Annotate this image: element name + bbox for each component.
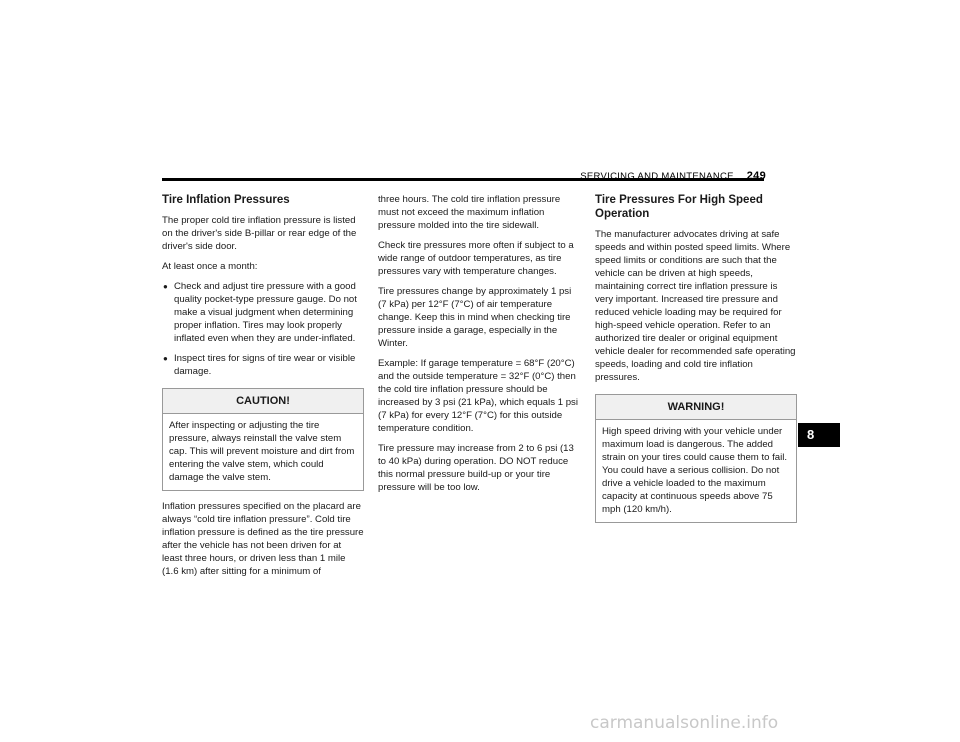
paragraph: At least once a month: [162,261,258,272]
paragraph: Inflation pressures specified on the placard are always “cold tire inflation pressure”. Cold tire inflation pressure is defined as the tire pressure after the vehicle has not been driven for at least three hours, or driven less than 1 mile (1.6 km) after sitting for a minimum of [162,501,364,577]
caution-box [162,388,364,491]
watermark: carmanualsonline.info [590,713,779,733]
paragraph: Tire pressure may increase from 2 to 6 psi (13 to 40 kPa) during operation. DO NOT reduce this normal pressure build-up or your tire pressure will be too low. [378,443,574,493]
paragraph: three hours. The cold tire inflation pressure must not exceed the maximum inflation pressure molded into the tire sidewall. [378,194,561,231]
bullet-list [162,280,364,378]
heading-high-speed: Tire Pressures For High Speed Operation [595,194,763,220]
warning-body: High speed driving with your vehicle under maximum load is dangerous. The added strain on your tires could cause them to fail. You could have a serious collision. Do not drive a vehicle loaded to the maximum capacity at continuous speeds above 75 mph (120 km/h). [602,426,788,515]
bullet-icon: ● [163,354,168,363]
heading-tire-inflation: Tire Inflation Pressures [162,194,290,206]
column-2 [378,193,580,501]
paragraph: The proper cold tire inflation pressure is listed on the driver's side B-pillar or rear edge of the driver's side door. [162,215,357,252]
section-title: SERVICING AND MAINTENANCE [580,171,734,182]
running-header [0,170,766,182]
caution-body: After inspecting or adjusting the tire pressure, always reinstall the valve stem cap. This will prevent moisture and dirt from entering the valve stem, which could damage the valve stem. [169,420,355,483]
paragraph: Tire pressures change by approximately 1 psi (7 kPa) per 12°F (7°C) of air temperature change. Keep this in mind when checking tire pressure inside a garage, especially in the Winter. [378,286,572,349]
caution-title: CAUTION! [163,389,363,414]
column-3 [595,193,797,532]
bullet-icon: ● [163,282,168,291]
chapter-tab: 8 [798,423,840,447]
list-item: ● Check and adjust tire pressure with a good quality pocket-type pressure gauge. Do not make a visual judgment when determining proper inflation. Tires may look properly inflated even when they are under-inflated. [163,281,357,344]
paragraph: Example: If garage temperature = 68°F (20°C) and the outside temperature = 32°F (0°C) then the cold tire inflation pressure should be increased by 3 psi (21 kPa), which equals 1 psi (7 kPa) for every 12°F (7°C) for this outside temperature condition. [378,358,578,434]
list-item: ● Inspect tires for signs of tire wear or visible damage. [163,353,356,377]
warning-title: WARNING! [596,395,796,420]
column-1 [162,193,364,585]
page-number: 249 [746,170,766,182]
warning-box [595,394,797,523]
paragraph: Check tire pressures more often if subject to a wide range of outdoor temperatures, as tire pressures vary with temperature changes. [378,240,574,277]
paragraph: The manufacturer advocates driving at safe speeds and within posted speed limits. Where speed limits or conditions are such that the vehicle can be driven at high speeds, maintaining correct tire inflation pressure is very important. Increased tire pressure and reduced vehicle loading may be required for high-speed vehicle operation. Refer to an authorized tire dealer or original equipment vehicle dealer for recommended safe operating speeds, loading and cold tire inflation pressures. [595,229,796,383]
